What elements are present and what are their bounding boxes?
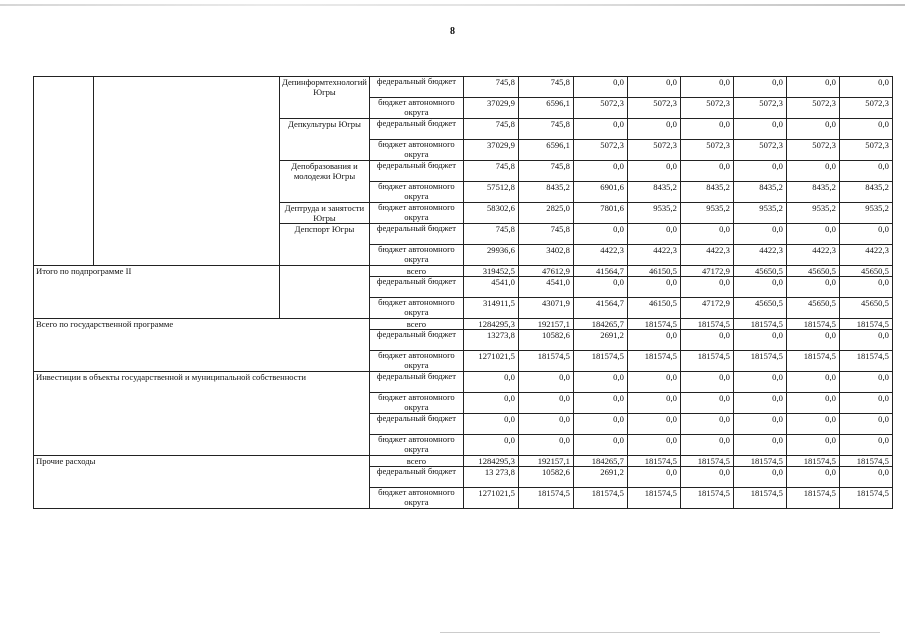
value-cell: 0,0 bbox=[733, 224, 786, 245]
value-cell: 13273,8 bbox=[463, 330, 518, 351]
value-cell: 0,0 bbox=[680, 435, 733, 456]
value-cell: 181574,5 bbox=[518, 351, 573, 372]
funding-source-cell: бюджет автономного округа bbox=[369, 140, 463, 161]
funding-source-cell: бюджет автономного округа bbox=[369, 351, 463, 372]
value-cell: 0,0 bbox=[518, 393, 573, 414]
funding-source-cell: всего bbox=[369, 456, 463, 467]
value-cell: 0,0 bbox=[573, 119, 627, 140]
value-cell: 181574,5 bbox=[573, 488, 627, 509]
value-cell: 192157,1 bbox=[518, 456, 573, 467]
table-row bbox=[34, 319, 893, 330]
value-cell: 0,0 bbox=[786, 277, 839, 298]
scan-border-bottom bbox=[440, 632, 880, 633]
value-cell: 181574,5 bbox=[733, 319, 786, 330]
value-cell: 2691,2 bbox=[573, 467, 627, 488]
value-cell: 181574,5 bbox=[786, 456, 839, 467]
value-cell: 5072,3 bbox=[733, 140, 786, 161]
value-cell: 181574,5 bbox=[786, 488, 839, 509]
value-cell: 0,0 bbox=[573, 435, 627, 456]
value-cell: 0,0 bbox=[627, 435, 680, 456]
value-cell: 745,8 bbox=[518, 224, 573, 245]
value-cell: 314911,5 bbox=[463, 298, 518, 319]
value-cell: 45650,5 bbox=[733, 266, 786, 277]
value-cell: 181574,5 bbox=[680, 319, 733, 330]
funding-source-cell: бюджет автономного округа bbox=[369, 98, 463, 119]
value-cell: 0,0 bbox=[839, 467, 892, 488]
value-cell: 0,0 bbox=[733, 393, 786, 414]
value-cell: 181574,5 bbox=[839, 319, 892, 330]
value-cell: 184265,7 bbox=[573, 456, 627, 467]
value-cell: 9535,2 bbox=[839, 203, 892, 224]
funding-source-cell: бюджет автономного округа bbox=[369, 488, 463, 509]
value-cell: 181574,5 bbox=[839, 488, 892, 509]
value-cell: 181574,5 bbox=[627, 488, 680, 509]
value-cell: 192157,1 bbox=[518, 319, 573, 330]
department-name: Депспорт Югры bbox=[280, 224, 370, 266]
value-cell: 45650,5 bbox=[839, 298, 892, 319]
value-cell: 5072,3 bbox=[573, 98, 627, 119]
funding-source-cell: федеральный бюджет bbox=[369, 161, 463, 182]
blank-cell bbox=[34, 77, 94, 266]
value-cell: 1271021,5 bbox=[463, 351, 518, 372]
blank-cell bbox=[94, 77, 280, 266]
value-cell: 0,0 bbox=[839, 372, 892, 393]
value-cell: 0,0 bbox=[573, 414, 627, 435]
value-cell: 181574,5 bbox=[680, 456, 733, 467]
value-cell: 0,0 bbox=[627, 277, 680, 298]
value-cell: 745,8 bbox=[463, 161, 518, 182]
value-cell: 745,8 bbox=[463, 119, 518, 140]
value-cell: 0,0 bbox=[463, 393, 518, 414]
value-cell: 0,0 bbox=[573, 77, 627, 98]
value-cell: 181574,5 bbox=[786, 319, 839, 330]
value-cell: 45650,5 bbox=[786, 266, 839, 277]
value-cell: 0,0 bbox=[627, 119, 680, 140]
section-title: Прочие расходы bbox=[34, 456, 370, 509]
value-cell: 6596,1 bbox=[518, 140, 573, 161]
value-cell: 0,0 bbox=[733, 414, 786, 435]
value-cell: 0,0 bbox=[786, 435, 839, 456]
value-cell: 181574,5 bbox=[733, 351, 786, 372]
value-cell: 37029,9 bbox=[463, 98, 518, 119]
value-cell: 37029,9 bbox=[463, 140, 518, 161]
value-cell: 0,0 bbox=[733, 435, 786, 456]
value-cell: 319452,5 bbox=[463, 266, 518, 277]
department-name: Дептруда и занятости Югры bbox=[280, 203, 370, 224]
value-cell: 47172,9 bbox=[680, 266, 733, 277]
value-cell: 0,0 bbox=[627, 372, 680, 393]
value-cell: 45650,5 bbox=[839, 266, 892, 277]
value-cell: 0,0 bbox=[839, 393, 892, 414]
value-cell: 0,0 bbox=[518, 435, 573, 456]
section-title: Инвестиции в объекты государственной и муниципальной собственности bbox=[34, 372, 370, 456]
value-cell: 4422,3 bbox=[733, 245, 786, 266]
value-cell: 0,0 bbox=[680, 414, 733, 435]
value-cell: 0,0 bbox=[573, 277, 627, 298]
value-cell: 13 273,8 bbox=[463, 467, 518, 488]
value-cell: 0,0 bbox=[680, 161, 733, 182]
value-cell: 5072,3 bbox=[627, 98, 680, 119]
value-cell: 184265,7 bbox=[573, 319, 627, 330]
value-cell: 8435,2 bbox=[839, 182, 892, 203]
funding-source-cell: федеральный бюджет bbox=[369, 330, 463, 351]
value-cell: 9535,2 bbox=[680, 203, 733, 224]
value-cell: 181574,5 bbox=[627, 456, 680, 467]
value-cell: 0,0 bbox=[627, 224, 680, 245]
value-cell: 4422,3 bbox=[627, 245, 680, 266]
funding-source-cell: бюджет автономного округа bbox=[369, 182, 463, 203]
value-cell: 45650,5 bbox=[786, 298, 839, 319]
value-cell: 0,0 bbox=[733, 467, 786, 488]
value-cell: 0,0 bbox=[627, 393, 680, 414]
value-cell: 0,0 bbox=[463, 414, 518, 435]
value-cell: 0,0 bbox=[839, 77, 892, 98]
value-cell: 5072,3 bbox=[839, 98, 892, 119]
value-cell: 0,0 bbox=[839, 414, 892, 435]
value-cell: 0,0 bbox=[680, 393, 733, 414]
value-cell: 181574,5 bbox=[839, 456, 892, 467]
value-cell: 2691,2 bbox=[573, 330, 627, 351]
value-cell: 181574,5 bbox=[733, 456, 786, 467]
value-cell: 1271021,5 bbox=[463, 488, 518, 509]
funding-source-cell: федеральный бюджет bbox=[369, 119, 463, 140]
value-cell: 57512,8 bbox=[463, 182, 518, 203]
value-cell: 8435,2 bbox=[680, 182, 733, 203]
value-cell: 0,0 bbox=[680, 372, 733, 393]
value-cell: 9535,2 bbox=[786, 203, 839, 224]
value-cell: 0,0 bbox=[680, 467, 733, 488]
value-cell: 0,0 bbox=[733, 77, 786, 98]
value-cell: 4541,0 bbox=[518, 277, 573, 298]
value-cell: 43071,9 bbox=[518, 298, 573, 319]
value-cell: 45650,5 bbox=[733, 298, 786, 319]
value-cell: 4541,0 bbox=[463, 277, 518, 298]
value-cell: 5072,3 bbox=[786, 98, 839, 119]
funding-source-cell: бюджет автономного округа bbox=[369, 435, 463, 456]
value-cell: 6596,1 bbox=[518, 98, 573, 119]
value-cell: 0,0 bbox=[839, 435, 892, 456]
value-cell: 0,0 bbox=[573, 393, 627, 414]
funding-source-cell: бюджет автономного округа bbox=[369, 393, 463, 414]
value-cell: 5072,3 bbox=[680, 98, 733, 119]
value-cell: 0,0 bbox=[733, 161, 786, 182]
value-cell: 4422,3 bbox=[573, 245, 627, 266]
funding-source-cell: федеральный бюджет bbox=[369, 372, 463, 393]
value-cell: 0,0 bbox=[786, 330, 839, 351]
value-cell: 47612,9 bbox=[518, 266, 573, 277]
value-cell: 181574,5 bbox=[733, 488, 786, 509]
value-cell: 0,0 bbox=[786, 119, 839, 140]
value-cell: 1284295,3 bbox=[463, 319, 518, 330]
value-cell: 0,0 bbox=[786, 414, 839, 435]
value-cell: 0,0 bbox=[627, 330, 680, 351]
value-cell: 181574,5 bbox=[627, 319, 680, 330]
department-name: Депкультуры Югры bbox=[280, 119, 370, 161]
value-cell: 745,8 bbox=[463, 77, 518, 98]
value-cell: 4422,3 bbox=[680, 245, 733, 266]
value-cell: 181574,5 bbox=[573, 351, 627, 372]
value-cell: 181574,5 bbox=[839, 351, 892, 372]
department-name: Депинформтехнологий Югры bbox=[280, 77, 370, 119]
value-cell: 0,0 bbox=[733, 372, 786, 393]
value-cell: 6901,6 bbox=[573, 182, 627, 203]
value-cell: 0,0 bbox=[680, 277, 733, 298]
value-cell: 10582,6 bbox=[518, 330, 573, 351]
value-cell: 0,0 bbox=[680, 119, 733, 140]
value-cell: 0,0 bbox=[786, 372, 839, 393]
value-cell: 0,0 bbox=[733, 119, 786, 140]
value-cell: 4422,3 bbox=[786, 245, 839, 266]
value-cell: 0,0 bbox=[680, 77, 733, 98]
value-cell: 745,8 bbox=[518, 77, 573, 98]
value-cell: 5072,3 bbox=[733, 98, 786, 119]
value-cell: 0,0 bbox=[573, 161, 627, 182]
value-cell: 181574,5 bbox=[680, 488, 733, 509]
value-cell: 0,0 bbox=[733, 330, 786, 351]
value-cell: 0,0 bbox=[627, 414, 680, 435]
table-row bbox=[34, 372, 893, 393]
value-cell: 3402,8 bbox=[518, 245, 573, 266]
value-cell: 5072,3 bbox=[680, 140, 733, 161]
value-cell: 9535,2 bbox=[733, 203, 786, 224]
value-cell: 7801,6 bbox=[573, 203, 627, 224]
value-cell: 0,0 bbox=[786, 224, 839, 245]
value-cell: 8435,2 bbox=[627, 182, 680, 203]
value-cell: 0,0 bbox=[627, 77, 680, 98]
funding-source-cell: бюджет автономного округа bbox=[369, 203, 463, 224]
value-cell: 0,0 bbox=[627, 467, 680, 488]
value-cell: 0,0 bbox=[733, 277, 786, 298]
table-row bbox=[34, 77, 893, 98]
value-cell: 29936,6 bbox=[463, 245, 518, 266]
value-cell: 0,0 bbox=[573, 224, 627, 245]
value-cell: 46150,5 bbox=[627, 298, 680, 319]
table-row bbox=[34, 456, 893, 467]
funding-source-cell: всего bbox=[369, 266, 463, 277]
value-cell: 0,0 bbox=[786, 161, 839, 182]
value-cell: 8435,2 bbox=[733, 182, 786, 203]
value-cell: 745,8 bbox=[463, 224, 518, 245]
value-cell: 10582,6 bbox=[518, 467, 573, 488]
value-cell: 47172,9 bbox=[680, 298, 733, 319]
value-cell: 181574,5 bbox=[518, 488, 573, 509]
value-cell: 0,0 bbox=[786, 77, 839, 98]
value-cell: 0,0 bbox=[680, 224, 733, 245]
table-row bbox=[34, 266, 893, 277]
value-cell: 0,0 bbox=[786, 467, 839, 488]
value-cell: 181574,5 bbox=[680, 351, 733, 372]
value-cell: 58302,6 bbox=[463, 203, 518, 224]
value-cell: 745,8 bbox=[518, 119, 573, 140]
value-cell: 2825,0 bbox=[518, 203, 573, 224]
value-cell: 5072,3 bbox=[627, 140, 680, 161]
value-cell: 0,0 bbox=[839, 224, 892, 245]
value-cell: 0,0 bbox=[518, 414, 573, 435]
scan-border-top bbox=[0, 4, 905, 6]
value-cell: 0,0 bbox=[786, 393, 839, 414]
value-cell: 0,0 bbox=[573, 372, 627, 393]
value-cell: 0,0 bbox=[627, 161, 680, 182]
value-cell: 4422,3 bbox=[839, 245, 892, 266]
funding-source-cell: бюджет автономного округа bbox=[369, 245, 463, 266]
value-cell: 0,0 bbox=[463, 372, 518, 393]
value-cell: 41564,7 bbox=[573, 298, 627, 319]
value-cell: 0,0 bbox=[839, 161, 892, 182]
funding-source-cell: федеральный бюджет bbox=[369, 414, 463, 435]
section-title: Итого по подпрограмме II bbox=[34, 266, 280, 319]
value-cell: 181574,5 bbox=[786, 351, 839, 372]
value-cell: 8435,2 bbox=[518, 182, 573, 203]
value-cell: 41564,7 bbox=[573, 266, 627, 277]
value-cell: 5072,3 bbox=[839, 140, 892, 161]
value-cell: 0,0 bbox=[839, 330, 892, 351]
value-cell: 181574,5 bbox=[627, 351, 680, 372]
value-cell: 46150,5 bbox=[627, 266, 680, 277]
page-number: 8 bbox=[450, 26, 455, 37]
value-cell: 0,0 bbox=[680, 330, 733, 351]
section-title: Всего по государственной программе bbox=[34, 319, 370, 372]
value-cell: 0,0 bbox=[839, 119, 892, 140]
value-cell: 5072,3 bbox=[786, 140, 839, 161]
funding-source-cell: федеральный бюджет bbox=[369, 277, 463, 298]
value-cell: 745,8 bbox=[518, 161, 573, 182]
value-cell: 0,0 bbox=[463, 435, 518, 456]
funding-source-cell: всего bbox=[369, 319, 463, 330]
value-cell: 1284295,3 bbox=[463, 456, 518, 467]
budget-table bbox=[33, 76, 893, 509]
blank-cell bbox=[280, 266, 370, 319]
value-cell: 5072,3 bbox=[573, 140, 627, 161]
funding-source-cell: федеральный бюджет bbox=[369, 77, 463, 98]
department-name: Депобразования и молодежи Югры bbox=[280, 161, 370, 203]
funding-source-cell: федеральный бюджет bbox=[369, 467, 463, 488]
funding-source-cell: бюджет автономного округа bbox=[369, 298, 463, 319]
budget-table-body bbox=[34, 77, 893, 509]
value-cell: 9535,2 bbox=[627, 203, 680, 224]
value-cell: 0,0 bbox=[518, 372, 573, 393]
value-cell: 8435,2 bbox=[786, 182, 839, 203]
value-cell: 0,0 bbox=[839, 277, 892, 298]
funding-source-cell: федеральный бюджет bbox=[369, 224, 463, 245]
